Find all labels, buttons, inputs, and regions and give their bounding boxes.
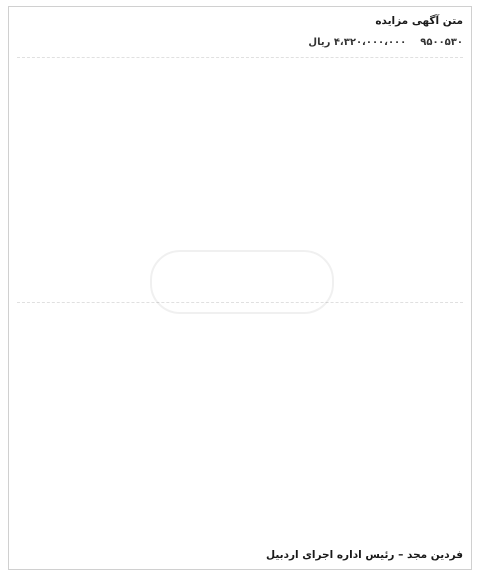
case-number: ۹۵۰۰۵۳۰ (420, 37, 463, 48)
price: ۴،۳۲۰،۰۰۰،۰۰۰ ریال (308, 37, 407, 48)
notice-opening: متن آگهی مزایده (375, 15, 463, 27)
notice-key-values (17, 35, 463, 51)
notice-paragraph-1 (17, 57, 463, 296)
signature-line: فردین مجد – رئیس اداره اجرای اردبیل (265, 549, 463, 561)
notice-paragraph-2 (17, 302, 463, 541)
auction-notice (8, 6, 472, 570)
